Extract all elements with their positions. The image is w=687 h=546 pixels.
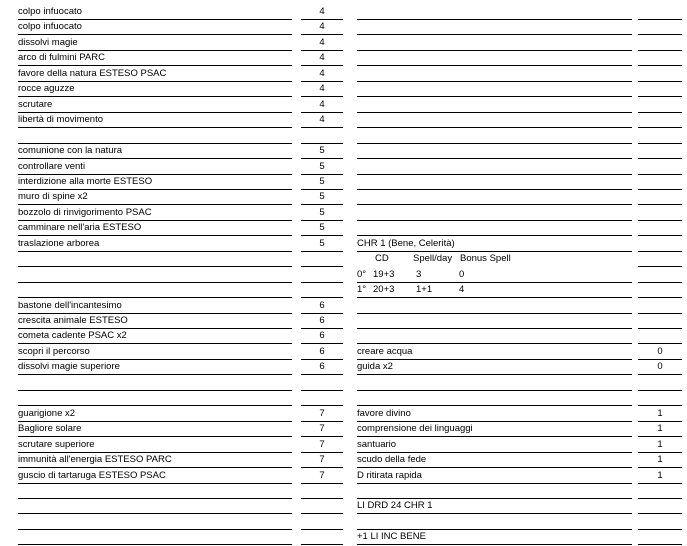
left-spell-level: 4 — [301, 67, 343, 82]
right-spell-level — [638, 113, 682, 128]
table-row — [0, 160, 687, 176]
table-row — [0, 345, 687, 361]
right-spell-name — [357, 391, 632, 406]
table-row — [0, 20, 687, 36]
left-spell-name — [18, 484, 292, 499]
left-spell-name: scrutare superiore — [18, 438, 292, 453]
right-spell-level — [638, 299, 682, 314]
right-spell-name — [357, 82, 632, 97]
right-spell-name: favore divino — [357, 407, 632, 422]
left-spell-level: 6 — [301, 329, 343, 344]
table-row — [0, 252, 687, 268]
chr-slot-level: 0° — [357, 268, 367, 280]
left-spell-name — [18, 499, 292, 514]
right-spell-name — [357, 36, 632, 51]
left-spell-name — [18, 391, 292, 406]
left-spell-level: 5 — [301, 160, 343, 175]
left-spell-level: 7 — [301, 469, 343, 484]
table-row — [0, 283, 687, 299]
right-spell-name — [357, 376, 632, 391]
right-spell-level — [638, 82, 682, 97]
left-spell-name: controllare venti — [18, 160, 292, 175]
right-spell-level — [638, 98, 682, 113]
left-spell-name: dissolvi magie — [18, 36, 292, 51]
right-spell-name: guida x2 — [357, 360, 632, 375]
left-spell-name — [18, 376, 292, 391]
left-spell-name: Bagliore solare — [18, 422, 292, 437]
left-spell-name — [18, 283, 292, 298]
left-spell-level: 5 — [301, 144, 343, 159]
right-spell-level: 1 — [638, 407, 682, 422]
left-spell-level: 6 — [301, 360, 343, 375]
left-spell-level: 4 — [301, 20, 343, 35]
right-spell-name — [357, 144, 632, 159]
table-row — [0, 51, 687, 67]
right-spell-level — [638, 190, 682, 205]
right-spell-level — [638, 376, 682, 391]
left-spell-name: colpo infuocato — [18, 20, 292, 35]
left-spell-level: 4 — [301, 82, 343, 97]
right-spell-name — [357, 515, 632, 530]
table-row — [0, 469, 687, 485]
left-spell-level — [301, 376, 343, 391]
right-spell-name — [357, 113, 632, 128]
table-row — [0, 314, 687, 330]
right-spell-name — [357, 129, 632, 144]
left-spell-name: scopri il percorso — [18, 345, 292, 360]
right-spell-level — [638, 530, 682, 545]
right-spell-name — [357, 175, 632, 190]
table-row — [0, 360, 687, 376]
left-spell-name: crescita animale ESTESO — [18, 314, 292, 329]
left-spell-level: 4 — [301, 36, 343, 51]
right-spell-level — [638, 237, 682, 252]
right-spell-name: comprensione dei linguaggi — [357, 422, 632, 437]
right-spell-name: creare acqua — [357, 345, 632, 360]
right-spell-level — [638, 20, 682, 35]
right-spell-level — [638, 175, 682, 190]
left-spell-level — [301, 484, 343, 499]
chr-header-bonus: Bonus Spell — [460, 253, 511, 265]
right-spell-name: +1 LI INC BENE — [357, 530, 632, 545]
right-spell-level: 1 — [638, 453, 682, 468]
table-row — [0, 82, 687, 98]
right-spell-name — [357, 20, 632, 35]
right-spell-level — [638, 329, 682, 344]
chr-slot-cd: 19+3 — [373, 268, 395, 280]
table-row — [0, 5, 687, 21]
left-spell-name: guscio di tartaruga ESTESO PSAC — [18, 469, 292, 484]
left-spell-level: 7 — [301, 407, 343, 422]
left-spell-level — [301, 530, 343, 545]
table-row — [0, 190, 687, 206]
right-spell-level: 0 — [638, 360, 682, 375]
left-spell-level: 6 — [301, 314, 343, 329]
left-spell-name: rocce aguzze — [18, 82, 292, 97]
right-spell-level — [638, 391, 682, 406]
right-spell-name — [357, 314, 632, 329]
left-spell-name — [18, 530, 292, 545]
left-spell-name — [18, 252, 292, 267]
right-spell-level: 1 — [638, 422, 682, 437]
left-spell-level — [301, 283, 343, 298]
right-spell-level — [638, 160, 682, 175]
left-spell-level: 5 — [301, 190, 343, 205]
table-row — [0, 268, 687, 284]
right-spell-name — [357, 299, 632, 314]
right-spell-level — [638, 499, 682, 514]
right-spell-name: D ritirata rapida — [357, 469, 632, 484]
left-spell-level — [301, 515, 343, 530]
table-row — [0, 144, 687, 160]
table-row — [0, 329, 687, 345]
right-spell-level — [638, 144, 682, 159]
table-row — [0, 376, 687, 392]
right-spell-level — [638, 221, 682, 236]
right-spell-level — [638, 67, 682, 82]
left-spell-name: dissolvi magie superiore — [18, 360, 292, 375]
right-spell-level — [638, 314, 682, 329]
left-spell-name: cometa cadente PSAC x2 — [18, 329, 292, 344]
right-spell-name — [357, 51, 632, 66]
table-row — [0, 453, 687, 469]
left-spell-level: 6 — [301, 299, 343, 314]
left-spell-name: bastone dell'incantesimo — [18, 299, 292, 314]
left-spell-level — [301, 499, 343, 514]
left-spell-name: favore della natura ESTESO PSAC — [18, 67, 292, 82]
left-spell-level: 4 — [301, 5, 343, 20]
chr-slot-row — [357, 268, 632, 283]
left-spell-name: arco di fulmini PARC — [18, 51, 292, 66]
left-spell-name: scrutare — [18, 98, 292, 113]
table-row — [0, 98, 687, 114]
right-spell-name — [357, 98, 632, 113]
chr-slot-perday: 3 — [416, 268, 422, 280]
left-spell-name: colpo infuocato — [18, 5, 292, 20]
left-spell-name — [18, 515, 292, 530]
table-row — [0, 484, 687, 500]
table-row — [0, 206, 687, 222]
table-row — [0, 175, 687, 191]
right-spell-name — [357, 5, 632, 20]
right-spell-level — [638, 5, 682, 20]
right-spell-name — [357, 67, 632, 82]
table-row — [0, 36, 687, 52]
table-row — [0, 391, 687, 407]
chr-slot-level: 1° — [357, 284, 367, 296]
right-spell-level — [638, 36, 682, 51]
right-spell-name: CHR 1 (Bene, Celerità) — [357, 237, 632, 252]
left-spell-level: 5 — [301, 237, 343, 252]
right-spell-level — [638, 515, 682, 530]
left-spell-name: traslazione arborea — [18, 237, 292, 252]
right-spell-level: 0 — [638, 345, 682, 360]
left-spell-level: 7 — [301, 453, 343, 468]
left-spell-name: camminare nell'aria ESTESO — [18, 221, 292, 236]
left-spell-name — [18, 129, 292, 144]
table-row — [0, 237, 687, 253]
left-spell-level: 4 — [301, 51, 343, 66]
right-spell-level — [638, 252, 682, 267]
table-row — [0, 407, 687, 423]
left-spell-name: guarigione x2 — [18, 407, 292, 422]
left-spell-level: 6 — [301, 345, 343, 360]
right-spell-level: 1 — [638, 438, 682, 453]
table-row — [0, 221, 687, 237]
right-spell-level — [638, 268, 682, 283]
right-spell-name — [357, 484, 632, 499]
right-spell-name: scudo della fede — [357, 453, 632, 468]
left-spell-name: immunità all'energia ESTESO PARC — [18, 453, 292, 468]
chr-slot-perday: 1+1 — [416, 284, 433, 296]
left-spell-name — [18, 268, 292, 283]
table-row — [0, 438, 687, 454]
right-spell-name — [357, 160, 632, 175]
right-spell-level — [638, 51, 682, 66]
chr-header-cd: CD — [375, 253, 389, 265]
left-spell-name: muro di spine x2 — [18, 190, 292, 205]
left-spell-level: 5 — [301, 221, 343, 236]
right-spell-name — [357, 206, 632, 221]
left-spell-level: 5 — [301, 175, 343, 190]
right-spell-name — [357, 190, 632, 205]
left-spell-level: 5 — [301, 206, 343, 221]
chr-slot-bonus: 0 — [459, 268, 465, 280]
chr-slot-row — [357, 283, 632, 298]
right-spell-level — [638, 484, 682, 499]
table-row — [0, 422, 687, 438]
left-spell-name: comunione con la natura — [18, 144, 292, 159]
right-spell-name: LI DRD 24 CHR 1 — [357, 499, 632, 514]
right-spell-name: santuario — [357, 438, 632, 453]
right-spell-name — [357, 221, 632, 236]
table-row — [0, 113, 687, 129]
left-spell-level: 4 — [301, 98, 343, 113]
left-spell-level: 7 — [301, 438, 343, 453]
table-row — [0, 530, 687, 546]
table-row — [0, 67, 687, 83]
right-spell-level: 1 — [638, 469, 682, 484]
right-spell-level — [638, 206, 682, 221]
left-spell-name: interdizione alla morte ESTESO — [18, 175, 292, 190]
left-spell-level — [301, 391, 343, 406]
right-spell-level — [638, 283, 682, 298]
left-spell-level — [301, 129, 343, 144]
left-spell-level: 4 — [301, 113, 343, 128]
chr-header-perday: Spell/day — [413, 253, 453, 265]
left-spell-name: libertà di movimento — [18, 113, 292, 128]
table-row — [0, 129, 687, 145]
chr-slot-bonus: 4 — [459, 284, 465, 296]
left-spell-level — [301, 268, 343, 283]
left-spell-name: bozzolo di rinvigorimento PSAC — [18, 206, 292, 221]
table-row — [0, 299, 687, 315]
chr-slot-cd: 20+3 — [373, 284, 395, 296]
right-spell-level — [638, 129, 682, 144]
right-spell-name — [357, 329, 632, 344]
table-row — [0, 515, 687, 531]
table-row — [0, 499, 687, 515]
left-spell-level — [301, 252, 343, 267]
left-spell-level: 7 — [301, 422, 343, 437]
